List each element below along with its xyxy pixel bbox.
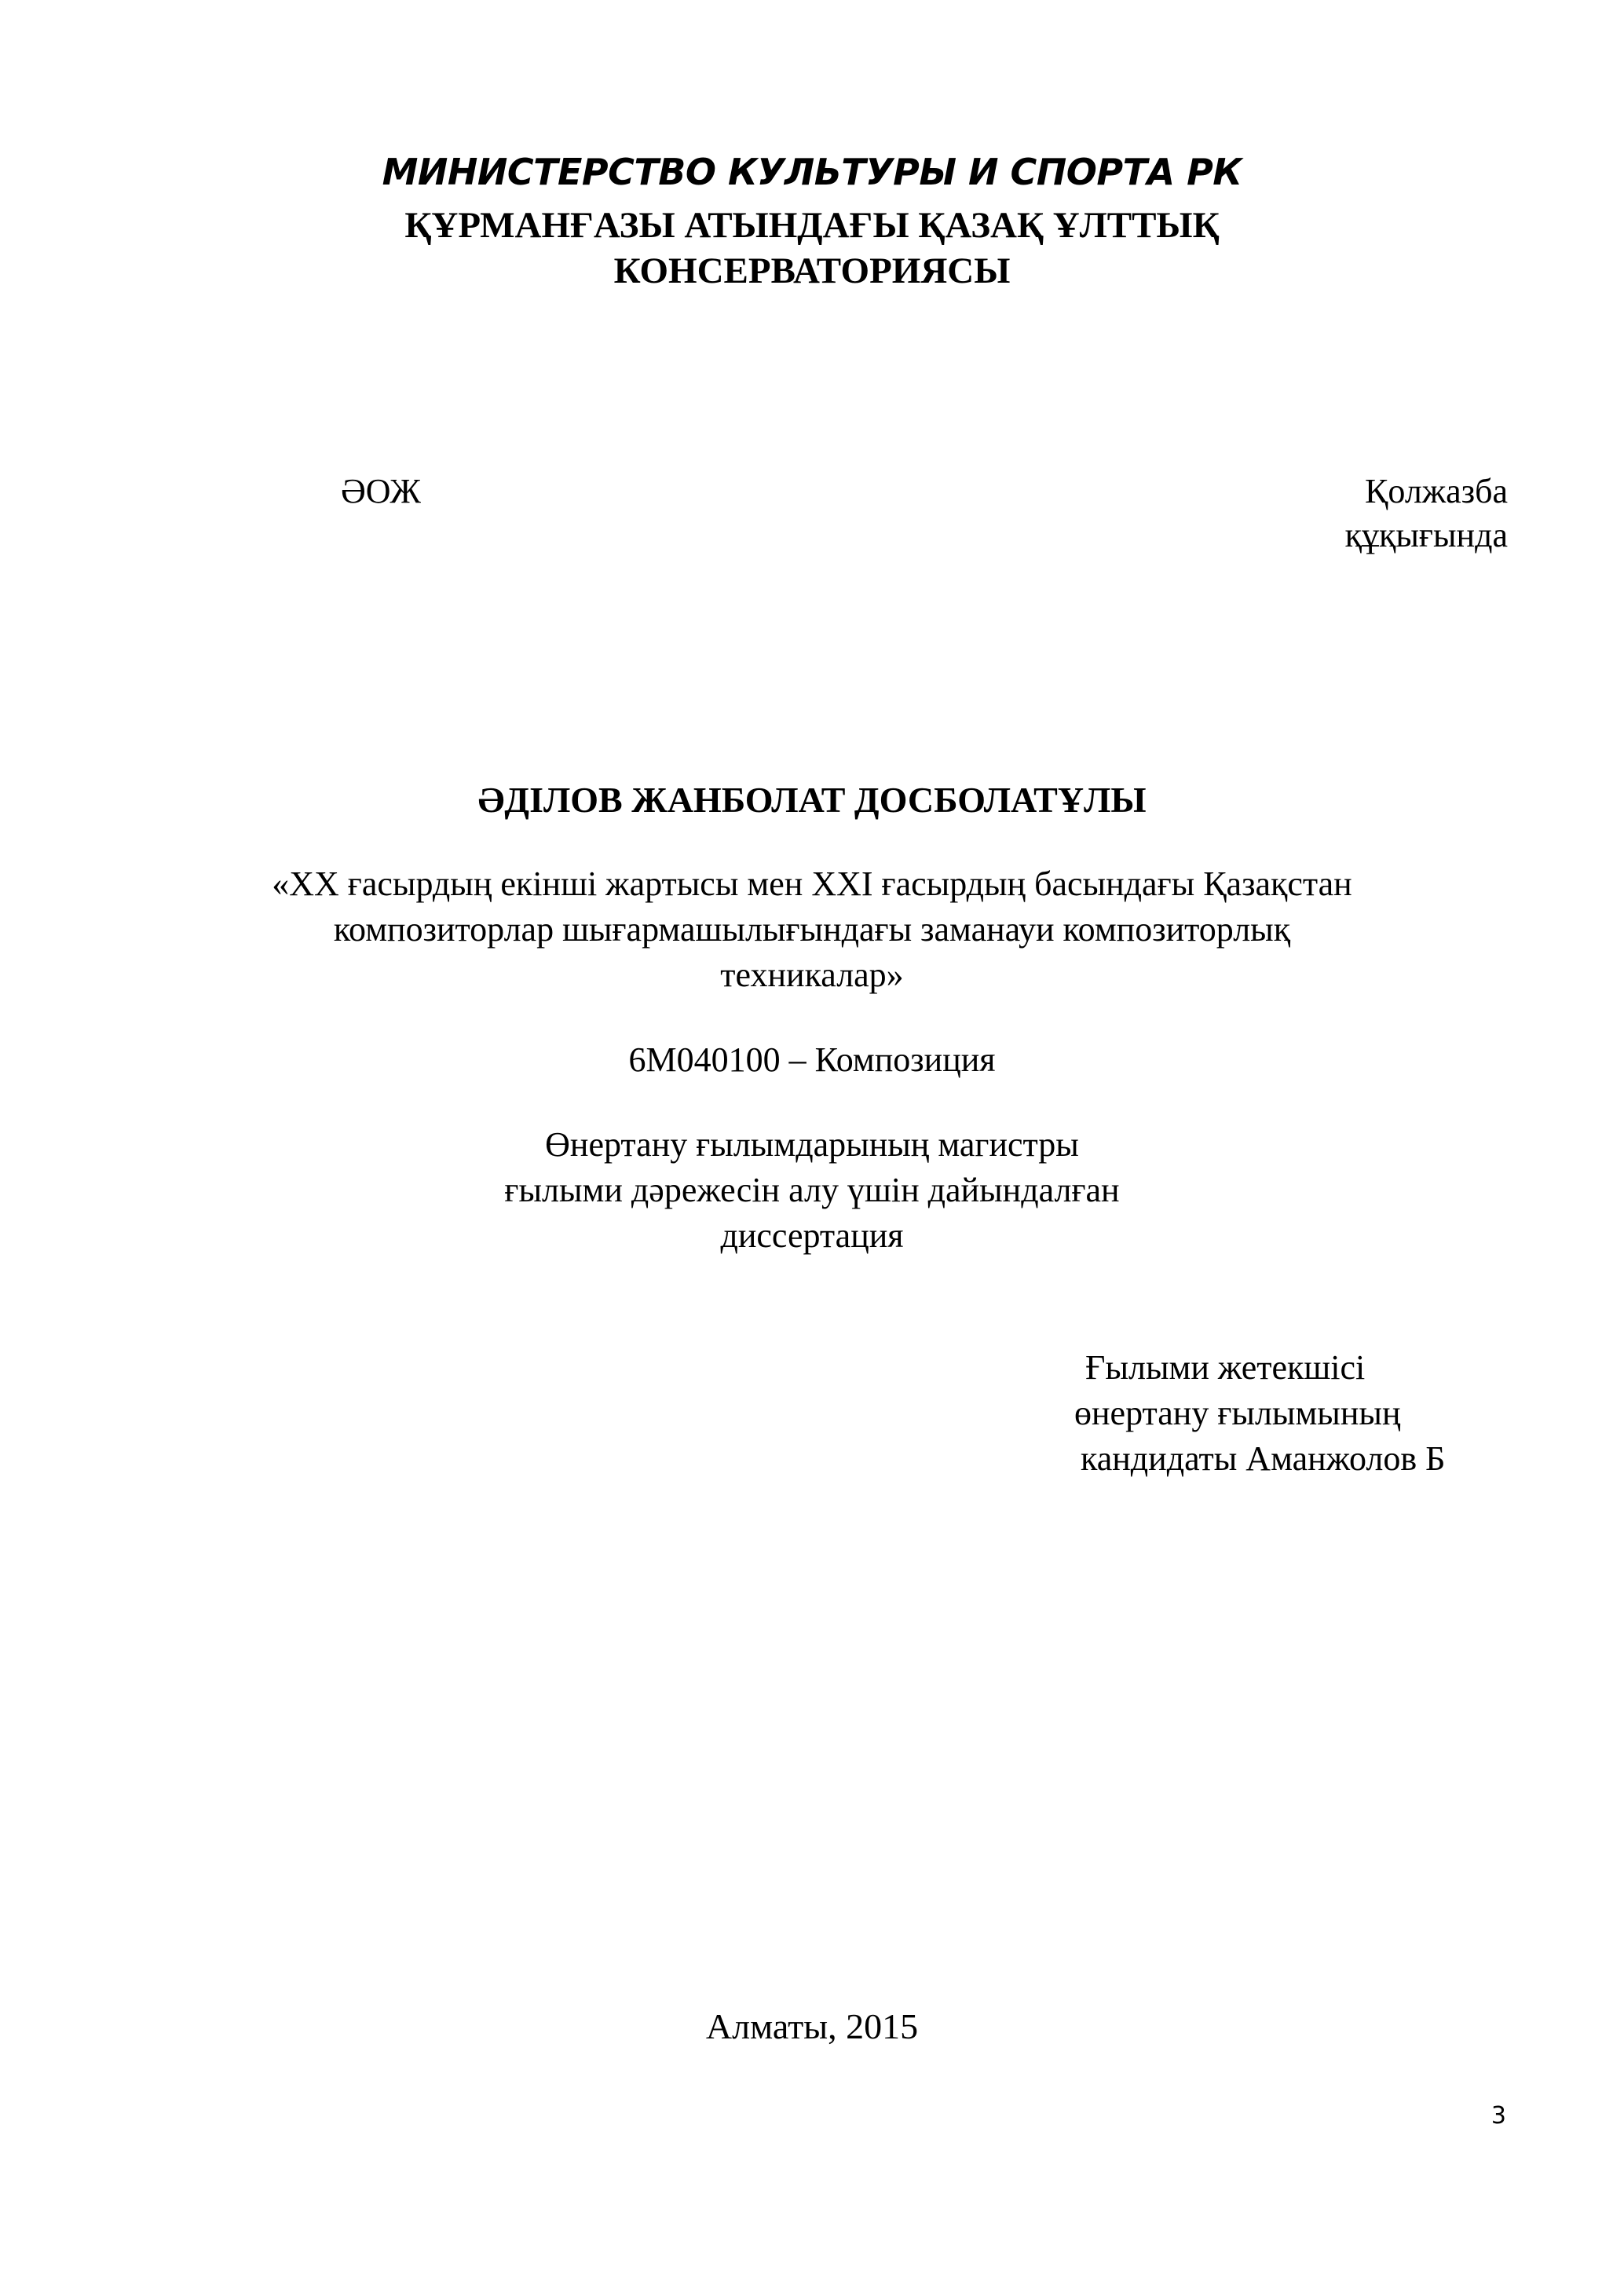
thesis-title-line3: техникалар» xyxy=(720,956,904,994)
degree-line3: диссертация xyxy=(720,1216,904,1255)
author-name: ӘДІЛОВ ЖАНБОЛАТ ДОСБОЛАТҰЛЫ xyxy=(477,780,1147,820)
supervisor-line3: кандидаты Аманжолов Б xyxy=(1081,1439,1446,1478)
supervisor-line1: Ғылыми жетекшісі xyxy=(1085,1348,1366,1387)
degree-line1: Өнертану ғылымдарының магистры xyxy=(545,1125,1079,1164)
page-number: 3 xyxy=(1490,2102,1506,2130)
institution-heading-line1: ҚҰРМАНҒАЗЫ АТЫНДАҒЫ ҚАЗАҚ ҰЛТТЫҚ xyxy=(404,205,1220,246)
thesis-title-line2: композиторлар шығармашылығындағы заманауи композиторлық xyxy=(333,910,1291,949)
city-year: Алматы, 2015 xyxy=(705,2006,919,2046)
specialty-code: 6М040100 – Композиция xyxy=(628,1040,996,1079)
degree-line2: ғылыми дәрежесін алу үшін дайындалған xyxy=(504,1171,1120,1209)
institution-heading-line2: КОНСЕРВАТОРИЯСЫ xyxy=(613,250,1011,291)
ministry-heading: МИНИСТЕРСТВО КУЛЬТУРЫ И СПОРТА РК xyxy=(382,151,1242,193)
udc-label: ӘОЖ xyxy=(341,472,421,510)
thesis-title-line1: «XX ғасырдың екінші жартысы мен XXI ғасырдың басындағы Қазақстан xyxy=(272,865,1352,903)
manuscript-label-line2: құқығында xyxy=(1344,516,1508,554)
supervisor-line2: өнертану ғылымының xyxy=(1074,1394,1401,1432)
manuscript-label-line1: Қолжазба xyxy=(1365,472,1508,510)
